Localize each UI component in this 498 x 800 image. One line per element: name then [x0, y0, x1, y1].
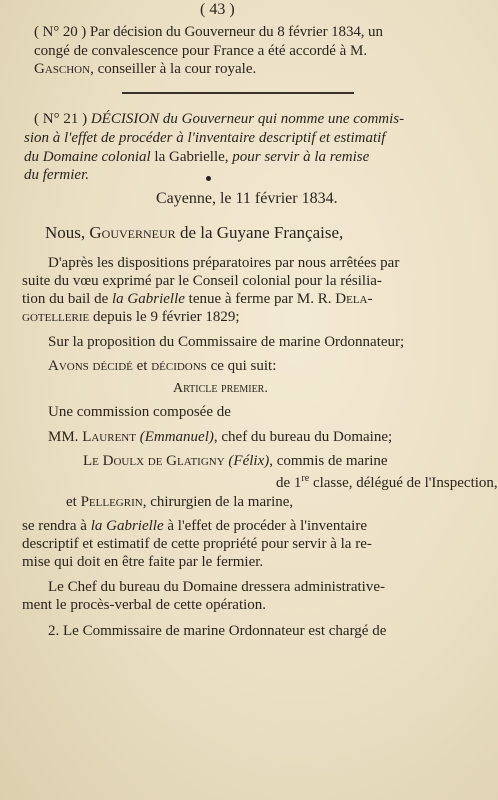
notice-21-title-line-2: sion à l'effet de procéder à l'inventaire descriptif et estimatif: [24, 130, 386, 146]
notice-20-line-1: ( N° 20 ) Par décision du Gouverneur du 8 février 1834, un: [34, 24, 383, 40]
para-3-a: Avons décidé: [48, 358, 133, 374]
member-2-d2: classe, délégué de l'Inspection,: [309, 475, 498, 491]
member-2-a: Le Doulx de Glatigny: [83, 453, 225, 469]
para-4-line-1: [22, 517, 367, 535]
ink-mark: [206, 176, 211, 181]
decree-heading: [45, 224, 343, 242]
member-3: [66, 493, 293, 511]
para-1-l3a: tion du bail de: [22, 291, 112, 307]
para-1-line-2: suite du vœu exprimé par le Conseil colonial pour la résilia-: [22, 273, 382, 289]
page-number: ( 43 ): [200, 1, 235, 18]
para-3-c: décidons: [151, 358, 207, 374]
notice-21-title-c-a: du Domaine colonial: [24, 149, 151, 165]
notice-20-line-3: [34, 60, 256, 78]
notice-21-title-a: DÉCISION du Gouverneur qui nomme une commis-: [90, 111, 405, 127]
para-5-line-2: ment le procès-verbal de cette opération.: [22, 597, 267, 613]
member-2-b: (Félix): [224, 453, 270, 469]
section-divider: [122, 92, 354, 94]
notice-21-title-c-c: pour servir à la remise: [232, 149, 370, 165]
para-1-line-1: D'après les dispositions préparatoires par nous arrêtées par: [48, 255, 400, 271]
notice-21-title-line-1: [34, 110, 404, 128]
notice-20-line-2: congé de convalescence pour France a été accordé à M.: [34, 43, 368, 59]
heading-b: Gouverneur: [89, 223, 176, 242]
para-1-l3d: Dela-: [335, 291, 373, 307]
heading-a: Nous,: [45, 223, 90, 242]
member-3-b: Pellegrin: [80, 494, 143, 510]
para-5-line-1: Le Chef du bureau du Domaine dressera administrative-: [48, 579, 385, 595]
para-3-d: ce qui suit:: [206, 358, 277, 374]
dateline: Cayenne, le 11 février 1834.: [156, 190, 338, 207]
member-2-d1: de 1: [276, 475, 302, 491]
para-1-l4b: depuis le 9 février 1829;: [89, 309, 240, 325]
member-2-line-2: [276, 470, 498, 492]
member-1-b: Laurent: [82, 429, 136, 445]
article-heading: Article premier.: [173, 381, 268, 396]
member-1-d: , chef du bureau du Domaine;: [213, 429, 393, 445]
member-1: [48, 428, 392, 446]
member-1-a: MM.: [48, 429, 83, 445]
para-4-l1b: la Gabrielle: [90, 518, 164, 534]
para-4-line-3: mise qui doit en être faite par le fermier.: [22, 554, 264, 570]
person-name-gaschon: Gaschon: [34, 61, 91, 77]
para-4-l1c: à l'effet de procéder à l'inventaire: [163, 518, 367, 534]
para-1-l3c: tenue à ferme par M. R.: [184, 291, 336, 307]
para-6: 2. Le Commissaire de marine Ordonnateur est chargé de: [48, 623, 387, 639]
para-1-line-3: [22, 290, 372, 308]
para-3: [48, 357, 276, 375]
para-1-l3b: la Gabrielle: [112, 291, 185, 307]
para-2: Sur la proposition du Commissaire de marine Ordonnateur;: [48, 334, 405, 350]
member-3-a: et: [66, 494, 81, 510]
para-1-l4a: gotellerie: [22, 309, 90, 325]
heading-c: de la Guyane Française,: [175, 223, 344, 242]
notice-21-title-line-4: du fermier.: [24, 167, 89, 183]
member-2-line-1: [83, 452, 388, 470]
member-2-sup: re: [301, 473, 310, 484]
member-2-c: , commis de marine: [269, 453, 388, 469]
notice-21-title-c-b: la Gabrielle,: [150, 149, 233, 165]
para-4-l1a: se rendra à: [22, 518, 91, 534]
member-3-c: , chirurgien de la marine,: [142, 494, 294, 510]
para-4-line-2: descriptif et estimatif de cette propriété pour servir à la re-: [22, 536, 372, 552]
member-1-c: (Emmanuel): [135, 429, 214, 445]
para-3-b: et: [132, 358, 152, 374]
notice-21-label: ( N° 21 ): [34, 111, 88, 127]
commission-line: Une commission composée de: [48, 404, 231, 420]
para-1-line-4: [22, 308, 240, 326]
notice-21-title-line-3: [24, 148, 369, 166]
notice-20-text: , conseiller à la cour royale.: [90, 61, 257, 77]
